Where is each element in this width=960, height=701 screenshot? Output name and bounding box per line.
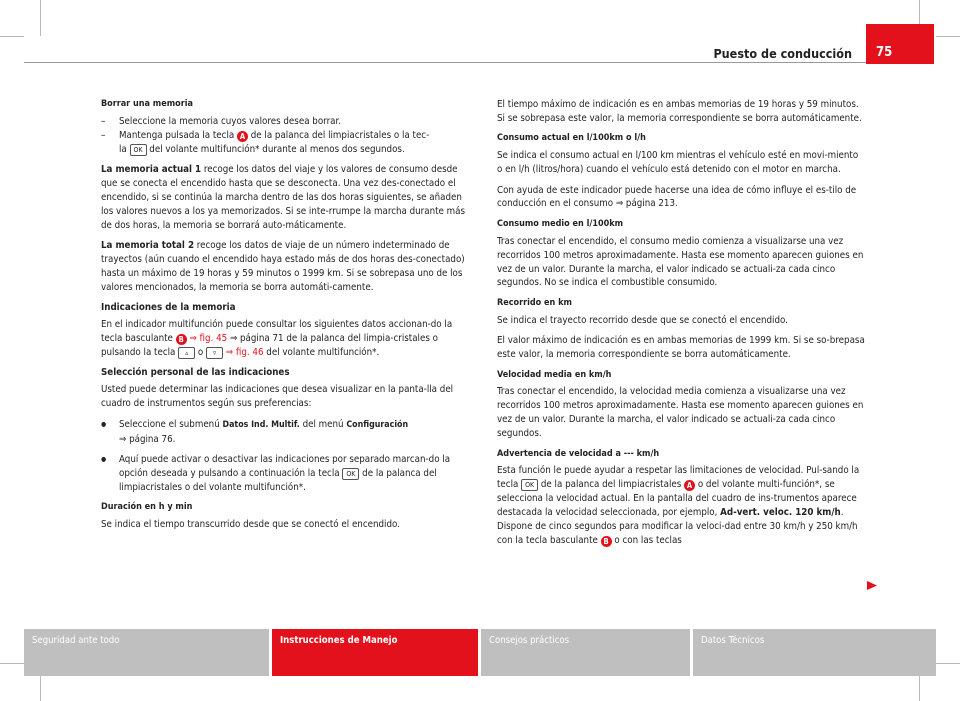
step-text: del volante multifunción* durante al menos dos segundos. bbox=[146, 143, 405, 155]
indicaciones-paragraph bbox=[101, 318, 469, 360]
bullet-text: de la palanca del limpiacristales o del volante multifunción*. bbox=[119, 467, 437, 493]
crop-mark bbox=[936, 36, 960, 37]
key-a-icon: A bbox=[237, 131, 248, 142]
recorrido-heading: Recorrido en km bbox=[497, 297, 572, 308]
right-column bbox=[497, 98, 865, 554]
tab-consejos[interactable]: Consejos prácticos bbox=[481, 629, 690, 676]
crop-mark bbox=[0, 663, 24, 664]
menu-name: Datos Ind. Multif. bbox=[222, 419, 300, 430]
recorrido-paragraph: Se indica el trayecto recorrido desde que se conectó el encendido. bbox=[497, 314, 788, 326]
paragraph-text: . Dispone de cinco segundos para modificar la veloci-dad entre 30 km/h y 250 km/h con la tecla basculante bbox=[497, 507, 858, 546]
left-column bbox=[101, 98, 469, 538]
up-key-icon: ▵ bbox=[178, 347, 195, 359]
ok-key-icon: OK bbox=[342, 468, 359, 480]
continue-arrow-icon bbox=[867, 581, 877, 590]
paragraph-text: del volante multifunción*. bbox=[263, 347, 380, 358]
paragraph-text: recoge los datos de viaje de un número indeterminado de trayectos (aún cuando el encendido haya estado más de dos horas des-conectado) hasta un máximo de 19 horas y 59 minutos o 1999 km. Si se sobrepasa uno de los valores mencionados, la memoria se borra automáti-camente. bbox=[101, 240, 465, 293]
paragraph-text: En el indicador multifunción puede consultar los siguientes datos accionan-do la tecla basculante bbox=[101, 319, 453, 345]
term: La memoria total 2 bbox=[101, 240, 195, 252]
memoria-total-paragraph bbox=[101, 239, 469, 295]
ok-key-icon: OK bbox=[521, 479, 538, 491]
key-a-icon: A bbox=[684, 480, 695, 491]
duracion-heading: Duración en h y min bbox=[101, 502, 193, 513]
bullet-text: Seleccione el submenú bbox=[119, 418, 223, 430]
consumo-estilo-paragraph: Con ayuda de este indicador puede hacerse una idea de cómo influye el es-tilo de conducción en el consumo ⇒ página 213. bbox=[497, 184, 857, 210]
paragraph-text: o del volante multi-función*, se selecciona la velocidad actual. En la pantalla del cuadro de ins-trumentos aparece destacada la velocidad seleccionada, por ejemplo, bbox=[497, 479, 857, 519]
indicaciones-heading: Indicaciones de la memoria bbox=[101, 302, 236, 314]
header-rule bbox=[24, 62, 866, 63]
velocidad-media-paragraph: Tras conectar el encendido, la velocidad media comienza a visualizarse una vez recorridos 100 metros aproximadamente. Hasta ese momento aparecen guiones en vez de un valor. Durante la marcha, el valor indicado se actuali-za cada cinco segundos. bbox=[497, 386, 864, 440]
page-number: 75 bbox=[866, 24, 934, 64]
borrar-heading: Borrar una memoria bbox=[101, 99, 193, 109]
step-text: la bbox=[119, 143, 130, 155]
ok-key-icon: OK bbox=[130, 144, 147, 156]
seleccion-heading: Selección personal de las indicaciones bbox=[101, 367, 290, 379]
paragraph-text: Esta función le puede ayudar a respetar las limitaciones de velocidad. Pul-sando la tecla bbox=[497, 465, 860, 491]
borrar-step-1 bbox=[101, 115, 469, 129]
borrar-step-2 bbox=[101, 129, 469, 157]
bullet-item bbox=[101, 453, 469, 495]
velocidad-media-heading: Velocidad media en km/h bbox=[497, 369, 612, 380]
crop-mark bbox=[0, 36, 24, 37]
menu-name: Configuración bbox=[346, 419, 409, 430]
tab-datos-tecnicos[interactable]: Datos Técnicos bbox=[693, 629, 936, 676]
paragraph-text: ⇒ página 71 de la palanca del limpia-cristales o pulsando la tecla bbox=[101, 333, 438, 358]
seleccion-paragraph: Usted puede determinar las indicaciones que desea visualizar en la panta-lla del cuadro de instrumentos según sus preferencias: bbox=[101, 384, 454, 410]
bullet-item bbox=[101, 418, 469, 447]
duracion-paragraph: Se indica el tiempo transcurrido desde que se conectó el encendido. bbox=[101, 519, 400, 531]
consumo-medio-heading: Consumo medio en l/100km bbox=[497, 218, 624, 229]
tab-seguridad[interactable]: Seguridad ante todo bbox=[24, 629, 269, 676]
memoria-actual-paragraph bbox=[101, 163, 469, 233]
paragraph-text: o con las teclas bbox=[611, 534, 682, 546]
step-text: de la palanca del limpiacristales o la tec- bbox=[247, 129, 430, 141]
recorrido-maximo-paragraph: El valor máximo de indicación es en ambas memorias de 1999 km. Si se so-brepasa este valor, la memoria correspondiente se borra automáticamente. bbox=[497, 335, 865, 361]
fig-45-link[interactable]: ⇒ fig. 45 bbox=[189, 333, 228, 345]
example-value: Ad-vert. veloc. 120 km/h bbox=[720, 507, 841, 519]
step-text: Mantenga pulsada la tecla bbox=[119, 129, 237, 141]
advertencia-paragraph bbox=[497, 464, 865, 547]
bullet-text: Aquí puede activar o desactivar las indicaciones por separado marcan-do la opción deseada y pulsando a continuación la tecla bbox=[119, 453, 451, 479]
consumo-medio-paragraph: Tras conectar el encendido, el consumo medio comienza a visualizarse una vez recorridos 100 metros aproximadamente. Hasta ese momento aparecen guiones en vez de un valor. Durante la marcha, el valor indicado se actuali-za cada cinco segundos. No se indica el combustible consumido. bbox=[497, 235, 864, 289]
down-key-icon: ▿ bbox=[206, 347, 223, 359]
paragraph-text: de la palanca del limpiacristales bbox=[538, 479, 685, 491]
consumo-actual-paragraph: Se indica el consumo actual en l/100 km mientras el vehículo esté en movi-miento o en l/h (litros/hora) cuando el vehículo está detenido con el motor en marcha. bbox=[497, 150, 859, 176]
paragraph-text: recoge los datos del viaje y los valores de consumo desde que se conecta el encendido hasta que se desconecta. Una vez des-conectado el encendido, si se continúa la marcha dentro de las dos horas siguientes, se añaden los valores nuevos a los ya memorizados. Si se inte-rrumpe la marcha durante más de dos horas, la memoria se borrará auto-máticamente. bbox=[101, 164, 466, 231]
step-text: Seleccione la memoria cuyos valores desea borrar. bbox=[119, 115, 341, 127]
crop-mark bbox=[936, 663, 960, 664]
tab-instrucciones[interactable]: Instrucciones de Manejo bbox=[272, 629, 478, 676]
advertencia-heading: Advertencia de velocidad a --- km/h bbox=[497, 448, 660, 459]
key-b-icon: B bbox=[601, 536, 612, 547]
term: La memoria actual 1 bbox=[101, 164, 202, 176]
consumo-actual-heading: Consumo actual en l/100km o l/h bbox=[497, 133, 646, 144]
fig-46-link[interactable]: ⇒ fig. 46 bbox=[223, 347, 264, 358]
crop-mark bbox=[40, 0, 41, 36]
bullet-text: ⇒ página 76. bbox=[119, 433, 176, 445]
key-b-icon: B bbox=[176, 334, 187, 345]
section-title: Puesto de conducción bbox=[713, 46, 852, 61]
paragraph-text: o bbox=[195, 347, 207, 358]
tiempo-maximo-paragraph: El tiempo máximo de indicación es en ambas memorias de 19 horas y 59 minutos. Si se sobrepasa este valor, la memoria correspondiente se borra automáticamente. bbox=[497, 99, 862, 124]
bullet-text: del menú bbox=[299, 418, 347, 430]
